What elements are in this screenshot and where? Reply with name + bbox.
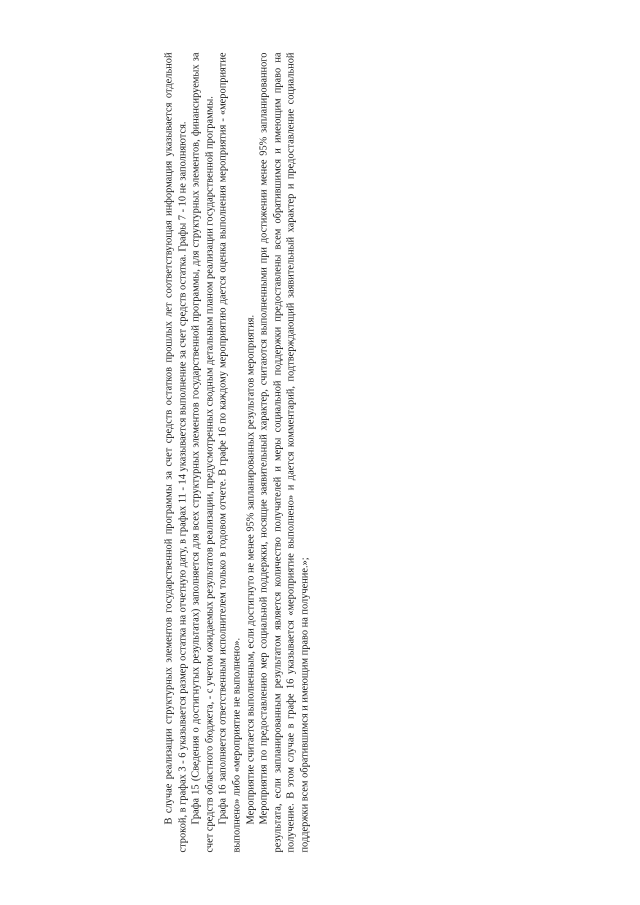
paragraph-social-support: Мероприятия по предоставлению мер социальной поддержки, носящие заявительный характер, считаются выполненными при достижении менее 95% запланированного результата, если запланированным результатом является количество получателей и меры социальной поддержки предоставлены всем обратившимся и имеющим право на получение. В этом случае в графе 16 указывается «мероприятие выполнено» и дается комментарий, подтверждающий заявительный характер и предоставление социальной поддержки всем обратившимся и имеющим право на получение.»; [258, 52, 311, 853]
paragraph-completion-criteria: Мероприятие считается выполненным, если достигнуто не менее 95% запланированных результатов мероприятия. [245, 314, 257, 825]
rotated-text-block [163, 53, 378, 853]
paragraph-column-16: Графа 16 заполняется ответственным исполнителем только в годовом отчете. В графе 16 по каждому мероприятию дается оценка выполнения мероприятия - «мероприятие выполнено» либо «мероприятие не выполнено». [217, 52, 243, 853]
paragraph-remaining-funds: В случае реализации структурных элементов государственной программы за счет средств остатков прошлых лет соответствующая информация указывается отдельной строкой, в графах 3 - 6 указывается размер остатка на отчетную дату, в графах 11 - 14 указывается выполнение за счет средств остатка. Графы 7 - 10 не заполняются. [163, 52, 189, 853]
paragraph-column-15: Графа 15 (Сведения о достигнутых результатах) заполняется для всех структурных элементов государственной программы, для структурных элементов, финансируемых за счет средств областного бюджета, - с учетом ожидаемых результатов реализации, предусмотренных сводным детальным планом реализации государственной программы. [190, 52, 216, 853]
